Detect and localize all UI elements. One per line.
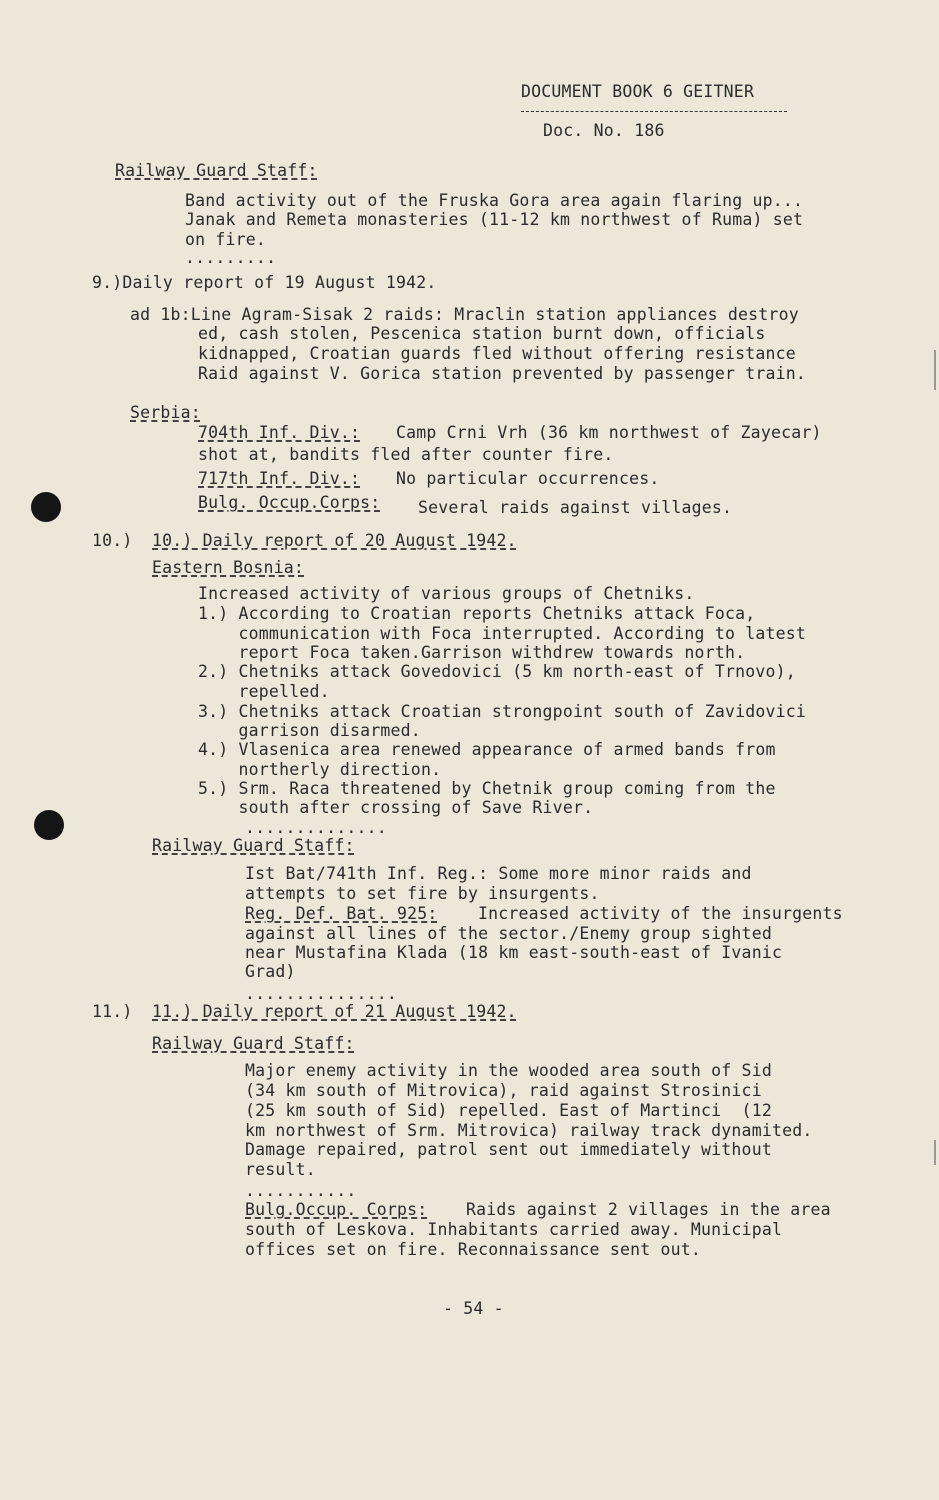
bulg-corps-label: Bulg.Occup. Corps:: [245, 1200, 428, 1219]
rgs10-line-2: attempts to set fire by insurgents.: [245, 884, 600, 903]
page-number: - 54 -: [443, 1299, 504, 1318]
bulg11-line-3: offices set on fire. Reconnaissance sent out.: [245, 1240, 702, 1259]
ellipsis: ...........: [245, 1181, 357, 1200]
div-717-text: No particular occurrences.: [396, 469, 660, 488]
rgs11-line-5: Damage repaired, patrol sent out immediately without: [245, 1140, 772, 1159]
bulg11-line-2: south of Leskova. Inhabitants carried away. Municipal: [245, 1220, 783, 1239]
ellipsis: ...............: [245, 984, 398, 1003]
report-10-title: 10.) Daily report of 20 August 1942.: [152, 531, 517, 550]
report-9-line-1: ad 1b:Line Agram-Sisak 2 raids: Mraclin station appliances destroy: [130, 305, 799, 324]
div-704-label: 704th Inf. Div.:: [198, 423, 361, 442]
report-9-line-4: Raid against V. Gorica station prevented by passenger train.: [198, 364, 807, 383]
eb-item-4b: northerly direction.: [198, 760, 442, 779]
rgs11-line-3: (25 km south of Sid) repelled. East of Martinci (12: [245, 1101, 772, 1120]
eb-item-1c: report Foca taken.Garrison withdrew towards north.: [198, 643, 746, 662]
eb-item-3: 3.) Chetniks attack Croatian strongpoint south of Zavidovici: [198, 702, 807, 721]
railway-guard-heading: Railway Guard Staff:: [115, 161, 318, 180]
bulg11-text: Raids against 2 villages in the area: [466, 1200, 831, 1219]
reg-def-line-4: Grad): [245, 962, 296, 981]
punch-hole: [31, 492, 61, 522]
bulg-corps-text: Several raids against villages.: [418, 498, 733, 517]
report-10-number: 10.): [92, 531, 133, 550]
div-704-text: Camp Crni Vrh (36 km northwest of Zayecar): [396, 423, 822, 442]
reg-def-text: Increased activity of the insurgents: [478, 904, 843, 923]
div-717-label: 717th Inf. Div.:: [198, 469, 361, 488]
report-11-title: 11.) Daily report of 21 August 1942.: [152, 1002, 517, 1021]
eb-item-5: 5.) Srm. Raca threatened by Chetnik group coming from the: [198, 779, 776, 798]
header-rule: [521, 111, 787, 112]
serbia-heading: Serbia:: [130, 403, 201, 422]
eb-item-4: 4.) Vlasenica area renewed appearance of armed bands from: [198, 740, 776, 759]
ellipsis: ..............: [245, 818, 387, 837]
eb-item-5b: south after crossing of Save River.: [198, 798, 594, 817]
rgs11-line-1: Major enemy activity in the wooded area south of Sid: [245, 1061, 772, 1080]
eb-item-1: 1.) According to Croatian reports Chetniks attack Foca,: [198, 604, 756, 623]
eb-item-1b: communication with Foca interrupted. According to latest: [198, 624, 807, 643]
eastern-bosnia-heading: Eastern Bosnia:: [152, 558, 305, 577]
report-9-line-2: ed, cash stolen, Pescenica station burnt down, officials: [198, 324, 766, 343]
sec-a-line-1: Band activity out of the Fruska Gora area again flaring up...: [185, 191, 804, 210]
div-704-text-2: shot at, bandits fled after counter fire.: [198, 445, 614, 464]
railway-guard-heading: Railway Guard Staff:: [152, 836, 355, 855]
sec-a-line-3: on fire.: [185, 230, 267, 249]
reg-def-label: Reg. Def. Bat. 925:: [245, 904, 438, 923]
punch-hole: [34, 810, 64, 840]
document-book-header: DOCUMENT BOOK 6 GEITNER: [521, 82, 755, 101]
railway-guard-heading: Railway Guard Staff:: [152, 1034, 355, 1053]
eb-item-2: 2.) Chetniks attack Govedovici (5 km north-east of Trnovo),: [198, 662, 796, 681]
report-9-line-3: kidnapped, Croatian guards fled without offering resistance: [198, 344, 796, 363]
page-edge-mark: [934, 1140, 936, 1165]
rgs11-line-4: km northwest of Srm. Mitrovica) railway track dynamited.: [245, 1121, 813, 1140]
eastern-bosnia-intro: Increased activity of various groups of Chetniks.: [198, 584, 695, 603]
rgs10-line-1: Ist Bat/741th Inf. Reg.: Some more minor raids and: [245, 864, 752, 883]
rgs11-line-6: result.: [245, 1160, 316, 1179]
ellipsis: .........: [185, 248, 277, 267]
reg-def-line-2: against all lines of the sector./Enemy group sighted: [245, 924, 772, 943]
report-9-title: 9.)Daily report of 19 August 1942.: [92, 273, 437, 292]
report-11-number: 11.): [92, 1002, 133, 1021]
rgs11-line-2: (34 km south of Mitrovica), raid against Strosinici: [245, 1081, 762, 1100]
doc-number: Doc. No. 186: [543, 121, 665, 140]
bulg-corps-label: Bulg. Occup.Corps:: [198, 493, 381, 512]
page-edge-mark: [934, 350, 936, 390]
eb-item-3b: garrison disarmed.: [198, 721, 421, 740]
reg-def-line-3: near Mustafina Klada (18 km east-south-east of Ivanic: [245, 943, 783, 962]
eb-item-2b: repelled.: [198, 682, 330, 701]
sec-a-line-2: Janak and Remeta monasteries (11-12 km northwest of Ruma) set: [185, 210, 804, 229]
